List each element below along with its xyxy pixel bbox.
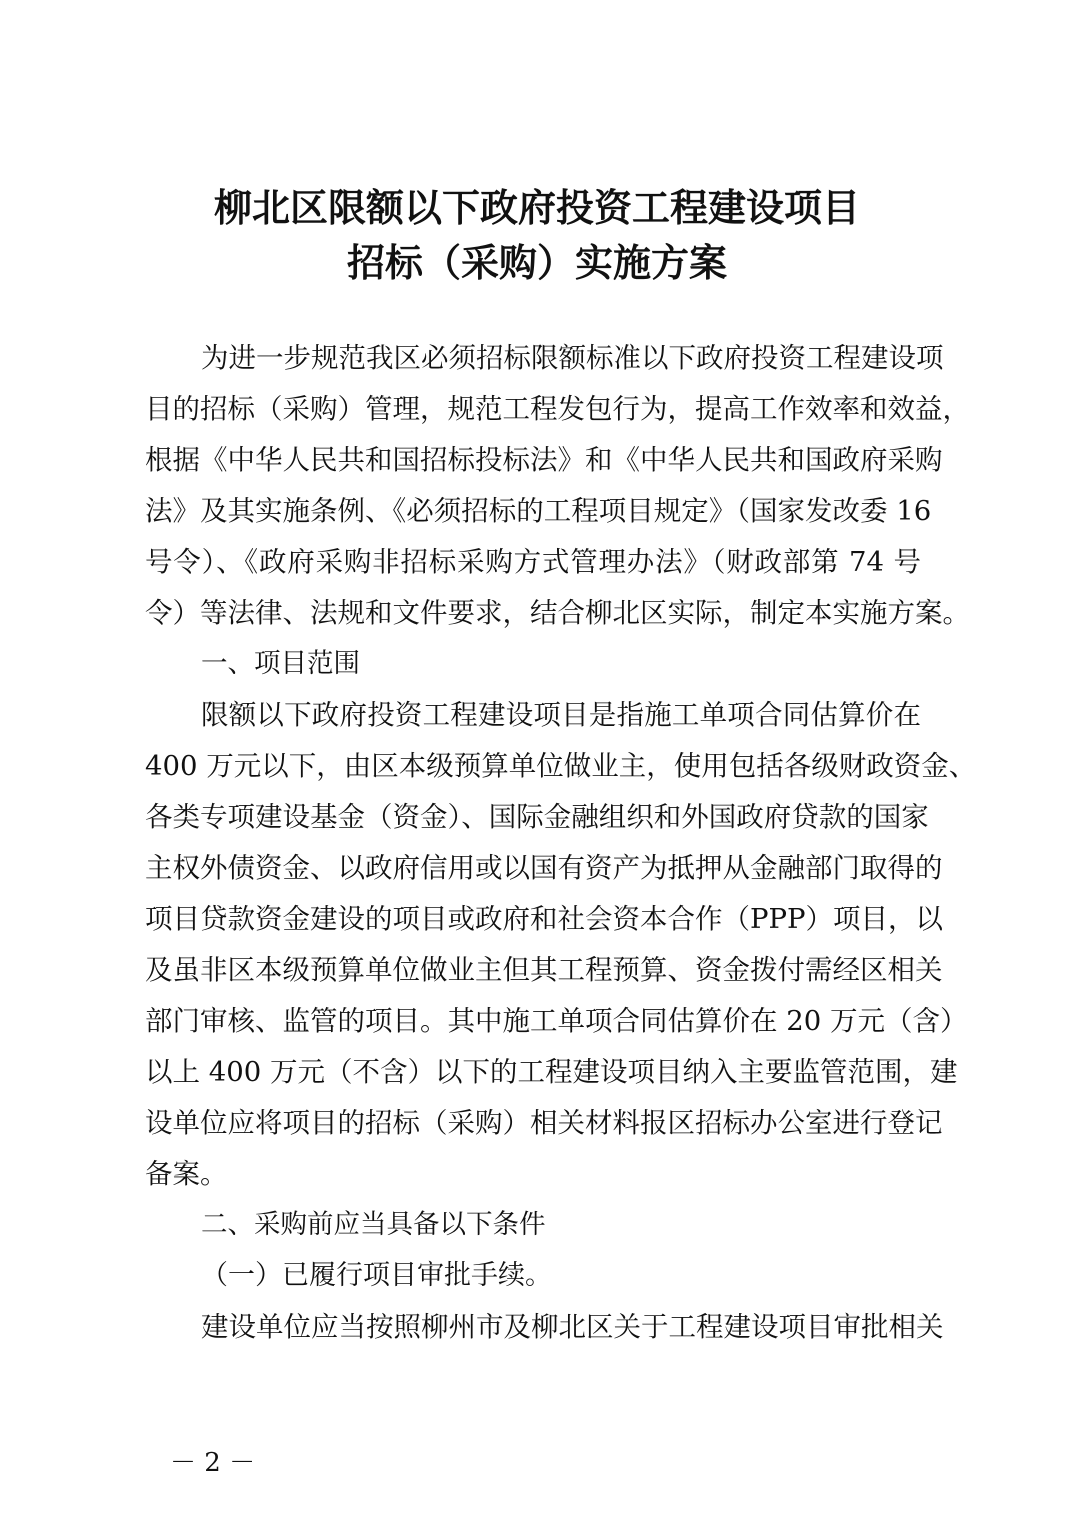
scope-line-4: 主权外债资金、以政府信用或以国有资产为抵押从金融部门取得的 [145, 852, 943, 884]
document-title-line-2: 招标（采购）实施方案 [346, 241, 727, 285]
intro-line-3: 根据《中华人民共和国招标投标法》和《中华人民共和国政府采购 [145, 444, 943, 476]
scope-line-8: 以上 400 万元（不含）以下的工程建设项目纳入主要监管范围，建 [145, 1056, 958, 1088]
document-title-line-1: 柳北区限额以下政府投资工程建设项目 [213, 186, 860, 230]
scope-line-1: 限额以下政府投资工程建设项目是指施工单项合同估算价在 [201, 699, 921, 731]
intro-line-4: 法》及其实施条例、《必须招标的工程项目规定》（国家发改委 16 [145, 495, 932, 527]
scope-line-6: 及虽非区本级预算单位做业主但其工程预算、资金拨付需经区相关 [145, 954, 943, 986]
scope-line-10: 备案。 [145, 1158, 228, 1190]
scope-line-9: 设单位应将项目的招标（采购）相关材料报区招标办公室进行登记 [145, 1107, 943, 1139]
subsection-heading-approval: （一）已履行项目审批手续。 [201, 1260, 552, 1291]
intro-line-6: 令）等法律、法规和文件要求，结合柳北区实际，制定本实施方案。 [145, 597, 970, 629]
page-number: － 2 － [170, 1448, 256, 1478]
conditions-line-1: 建设单位应当按照柳州市及柳北区关于工程建设项目审批相关 [201, 1311, 944, 1343]
scope-line-7: 部门审核、监管的项目。其中施工单项合同估算价在 20 万元（含） [145, 1005, 968, 1037]
section-heading-conditions: 二、采购前应当具备以下条件 [201, 1209, 546, 1240]
intro-line-1: 为进一步规范我区必须招标限额标准以下政府投资工程建设项 [201, 342, 944, 374]
scope-line-2: 400 万元以下，由区本级预算单位做业主，使用包括各级财政资金、 [145, 750, 977, 782]
section-heading-scope: 一、项目范围 [201, 648, 360, 679]
scope-line-3: 各类专项建设基金（资金）、国际金融组织和外国政府贷款的国家 [145, 801, 929, 833]
intro-line-2: 目的招标（采购）管理，规范工程发包行为，提高工作效率和效益， [145, 393, 970, 425]
intro-line-5: 号令）、《政府采购非招标采购方式管理办法》（财政部第 74 号 [145, 546, 921, 578]
scope-line-5: 项目贷款资金建设的项目或政府和社会资本合作（PPP）项目，以 [145, 903, 944, 935]
